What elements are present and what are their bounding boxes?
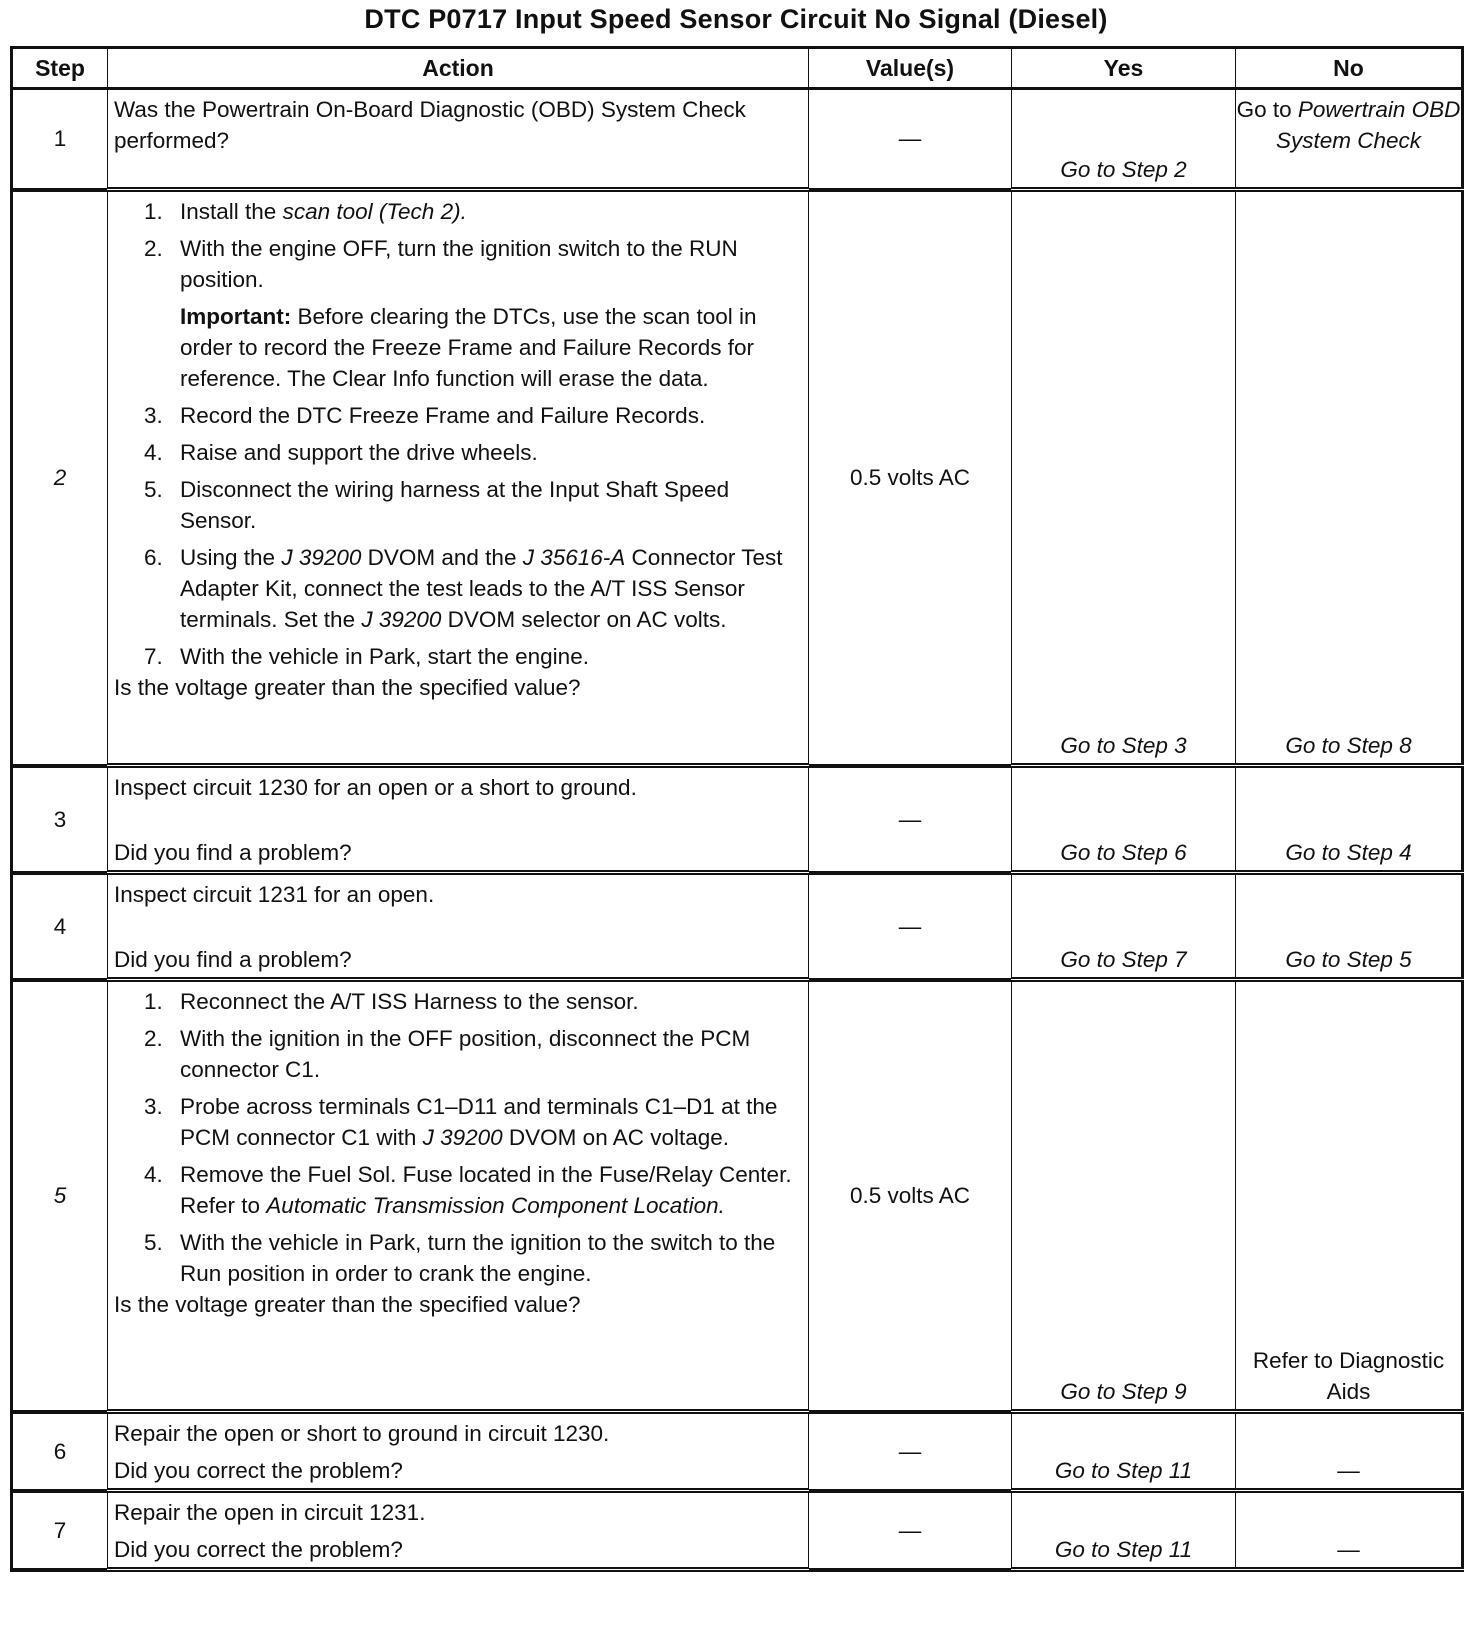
no-cell: Go to Step 4 xyxy=(1236,766,1463,873)
step-number: 5 xyxy=(12,980,108,1412)
value-cell: — xyxy=(809,873,1012,980)
question-text: Did you find a problem? xyxy=(114,947,352,972)
question-text: Did you correct the problem? xyxy=(114,1537,403,1562)
action-text: Inspect circuit 1230 for an open or a short to ground. xyxy=(114,775,637,800)
list-item: 1. Reconnect the A/T ISS Harness to the sensor. xyxy=(144,989,639,1014)
action-cell xyxy=(108,980,809,1412)
table-header-row xyxy=(12,48,1463,89)
no-cell: Go to Step 5 xyxy=(1236,873,1463,980)
step-number: 7 xyxy=(12,1491,108,1570)
step-number: 3 xyxy=(12,766,108,873)
value-cell: — xyxy=(809,1412,1012,1491)
action-cell xyxy=(108,766,809,873)
question-text: Did you correct the problem? xyxy=(114,1458,403,1483)
question-text: Is the voltage greater than the specified value? xyxy=(114,675,581,700)
value-cell: — xyxy=(809,1491,1012,1570)
no-prefix: Go to xyxy=(1236,97,1292,122)
list-item: 2. With the ignition in the OFF position, disconnect the PCM connector C1. xyxy=(144,1026,751,1082)
list-item: 7. With the vehicle in Park, start the engine. xyxy=(144,644,589,669)
no-link: Powertrain OBD System Check xyxy=(1275,97,1461,153)
yes-cell: Go to Step 3 xyxy=(1012,190,1236,766)
no-cell: — xyxy=(1236,1491,1463,1570)
table-row xyxy=(12,89,1463,190)
list-item: 4. Remove the Fuel Sol. Fuse located in the Fuse/Relay Center. Refer to Automatic Transmission Component Location. xyxy=(144,1162,792,1218)
action-cell xyxy=(108,873,809,980)
no-cell xyxy=(1236,89,1463,190)
table-row xyxy=(12,980,1463,1412)
yes-cell: Go to Step 7 xyxy=(1012,873,1236,980)
action-cell xyxy=(108,190,809,766)
table-row xyxy=(12,1412,1463,1491)
action-cell xyxy=(108,1412,809,1491)
list-item: 5. Disconnect the wiring harness at the Input Shaft Speed Sensor. xyxy=(144,477,730,533)
page-title: DTC P0717 Input Speed Sensor Circuit No Signal (Diesel) xyxy=(364,4,1108,34)
table-row xyxy=(12,766,1463,873)
no-cell: Go to Step 8 xyxy=(1236,190,1463,766)
action-text: Repair the open or short to ground in circuit 1230. xyxy=(114,1421,610,1446)
yes-cell: Go to Step 11 xyxy=(1012,1412,1236,1491)
table-row xyxy=(12,190,1463,766)
step-number: 2 xyxy=(12,190,108,766)
list-item: 1. Install the scan tool (Tech 2). xyxy=(144,199,467,224)
no-cell: — xyxy=(1236,1412,1463,1491)
list-item: 4. Raise and support the drive wheels. xyxy=(144,440,538,465)
table-row xyxy=(12,873,1463,980)
question-text: Did you find a problem? xyxy=(114,840,352,865)
step-number: 4 xyxy=(12,873,108,980)
yes-cell: Go to Step 11 xyxy=(1012,1491,1236,1570)
important-note: Important: Before clearing the DTCs, use the scan tool in order to record the Freeze Frame and Failure Records for reference. The Clear Info function will erase the data. xyxy=(180,304,757,391)
action-text: Inspect circuit 1231 for an open. xyxy=(114,882,435,907)
value-cell: — xyxy=(809,766,1012,873)
action-text: Was the Powertrain On-Board Diagnostic (OBD) System Check performed? xyxy=(114,97,746,153)
value-cell: 0.5 volts AC xyxy=(809,980,1012,1412)
yes-cell: Go to Step 9 xyxy=(1012,980,1236,1412)
column-header-yes: Yes xyxy=(1012,48,1236,89)
step-number: 1 xyxy=(12,89,108,190)
value-cell: 0.5 volts AC xyxy=(809,190,1012,766)
list-item: 3. Record the DTC Freeze Frame and Failure Records. xyxy=(144,403,706,428)
list-item: 3. Probe across terminals C1–D11 and terminals C1–D1 at the PCM connector C1 with J 39200 DVOM on AC voltage. xyxy=(144,1094,778,1150)
diagnostic-table xyxy=(10,46,1464,1572)
column-header-action: Action xyxy=(108,48,809,89)
action-cell xyxy=(108,89,809,190)
column-header-step: Step xyxy=(12,48,108,89)
value-cell: — xyxy=(809,89,1012,190)
list-item: 2. With the engine OFF, turn the ignition switch to the RUN position. xyxy=(144,236,738,292)
column-header-values: Value(s) xyxy=(809,48,1012,89)
question-text: Is the voltage greater than the specified value? xyxy=(114,1292,581,1317)
list-item: 6. Using the J 39200 DVOM and the J 35616-A Connector Test Adapter Kit, connect the test leads to the A/T ISS Sensor terminals. Set the J 39200 DVOM selector on AC volts. xyxy=(144,545,783,632)
column-header-no: No xyxy=(1236,48,1463,89)
list-item: 5. With the vehicle in Park, turn the ignition to the switch to the Run position in order to crank the engine. xyxy=(144,1230,776,1286)
table-row xyxy=(12,1491,1463,1570)
action-cell xyxy=(108,1491,809,1570)
yes-cell: Go to Step 6 xyxy=(1012,766,1236,873)
no-cell: Refer to Diagnostic Aids xyxy=(1236,980,1463,1412)
action-text: Repair the open in circuit 1231. xyxy=(114,1500,426,1525)
yes-cell: Go to Step 2 xyxy=(1012,89,1236,190)
step-number: 6 xyxy=(12,1412,108,1491)
